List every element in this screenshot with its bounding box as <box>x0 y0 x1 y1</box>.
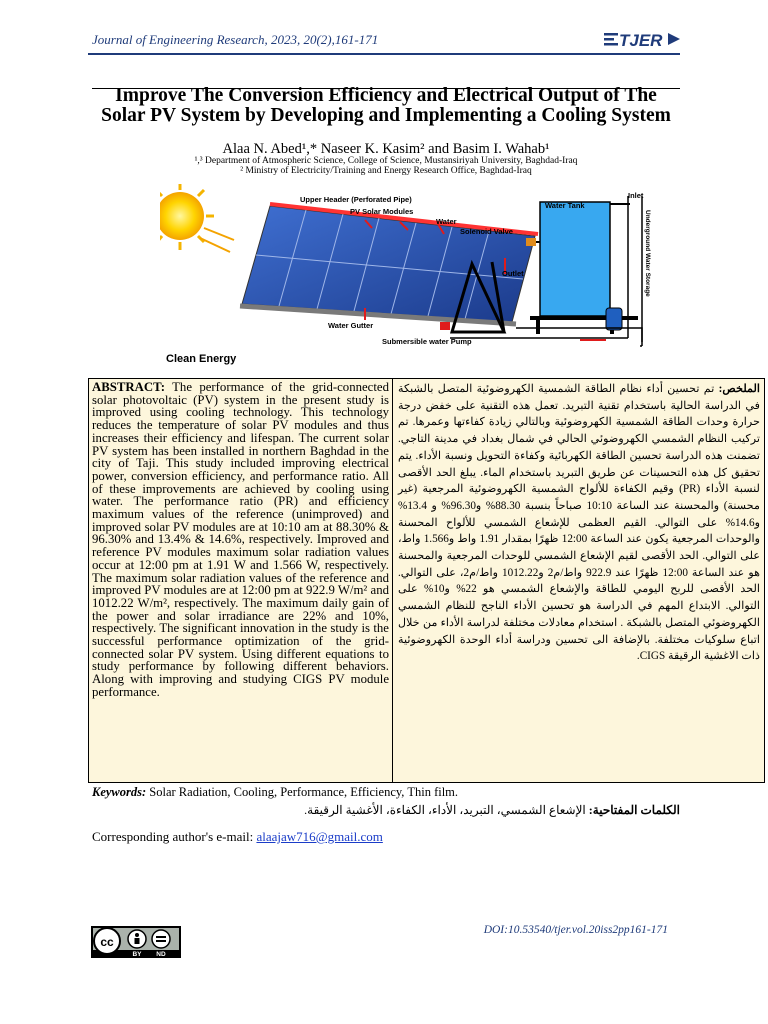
keywords-arabic <box>300 803 680 818</box>
doi[interactable]: DOI:10.53540/tjer.vol.20iss2pp161-171 <box>483 924 668 936</box>
logo-text: TJER <box>619 31 663 50</box>
keywords-label-ar: الكلمات المفتاحية: <box>588 803 680 817</box>
affiliation-2: ² Ministry of Electricity/Training and Energy Research Office, Baghdad-Iraq <box>240 166 532 176</box>
journal-citation: Journal of Engineering Research, 2023, 20(2),161-171 <box>92 32 379 47</box>
label-clean-energy: Clean Energy <box>166 353 237 365</box>
paper-title: Improve The Conversion Efficiency and Electrical Output of The Solar PV System by Developing and Implementing a Cooling System <box>101 85 671 126</box>
corresponding-email <box>92 829 592 845</box>
label-inlet: Inlet <box>628 191 644 200</box>
abstract-english <box>92 381 389 699</box>
affiliation-1: ¹,³ Department of Atmospheric Science, College of Science, Mustansiriyah University, Baghdad-Iraq <box>194 156 578 166</box>
column-divider <box>392 378 393 783</box>
paper-authors: Alaa N. Abed¹,* Naseer K. Kasim² and Basim I. Wahab¹ <box>222 141 550 157</box>
label-water: Water <box>436 217 457 226</box>
keywords <box>92 785 692 800</box>
label-pump: Submersible water Pump <box>382 337 472 346</box>
label-underground: Underground Water Storage <box>644 210 651 297</box>
abstract-text-ar: تم تحسين أداء نظام الطاقة الشمسية الكهروضوئية المتصل بالشبكة في الدراسة الحالية باستخدام تقنية التبريد. تعمل هذه التقنية على خفض درجة حرارة وحدات الطاقة الشمسية الكهروضوئية وبالتالي زيادة كفاءتها وعمرها. تم تركيب النظام الشمسي الكهروضوئي الحالي في شمال بغداد في مدينة التاجي. تضمنت هذه الدراسة تحسين الطاقة الكهربائية وكفاءة التحويل ونسبة الأداء. يتم تحقيق كل هذه التحسينات عن طريق التبريد باستخدام الماء. يبلغ الحد الأقصى لنسبة الأداء (PR) وقيم الكفاءة للألواح الشمسية الكهروضوئية المرجعية (غير محسنة) والمحسنة عند الساعة 10:10 صباحاً بنسبة 88.30% و96.30% و 13.4% و14.6% على التوالي. القيم العظمى للإشعاع الشمسي للألواح المحسنة والوحدات المرجعية يكون عند الساعة 12:00 ظهرًا بمقدار 1.91 واط و1.566 واط، على التوالي. الحد الأقصى لقيم الإشعاع الشمسي للوحدات المرجعية والمحسنة هو عند الساعة 12:00 ظهرًا عند 922.9 واط/م2 و1012.22 واط/م2، على التوالي. الحد الأقصى للربح اليومي للطاقة والإشعاع الشمسي هو 22% و10% على التوالي. الابتداع المهم في الدراسة هو تحسين الأداء الناجح للنظام الشمسي الكهروضوئي المتصل بالشبكة . استخدام معادلات مختلفة لدراسة الأداء من خلال اتباع سلوكيات مختلفة. بالإضافة الى تحسين ودراسة أداء الوحدة الكهروضوئية ذات الاغشية الرقيقة CIGS. <box>398 383 761 663</box>
label-pv-modules: PV Solar Modules <box>350 207 414 216</box>
system-diagram <box>160 182 660 370</box>
cc-text: cc <box>100 935 114 949</box>
email-link[interactable]: alaajaw716@gmail.com <box>256 829 383 844</box>
abstract-label: ABSTRACT: <box>92 380 166 394</box>
label-upper-header: Upper Header (Perforated Pipe) <box>300 195 412 204</box>
cc-license-badge[interactable] <box>91 926 181 958</box>
tjer-logo <box>604 28 680 50</box>
label-water-tank: Water Tank <box>545 201 585 210</box>
abstract-text: The performance of the grid-connected solar photovoltaic (PV) system in the present study is improved using cooling technology. This technology reduces the temperature of solar PV modules and thus increases their efficiency and lifespan. The current solar PV system has been installed in northern Baghdad in the city of Taji. This study included improving electrical power, conversion efficiency, and performance ratio. All of these improvements are achieved by cooling using water. The performance ratio (PR) and efficiency maximum values of the reference (unimproved) and improved solar PV modules are at 10:10 am at 88.30% & 96.30% and 13.4% & 14.6%, respectively. Improved and reference PV modules maximum solar radiation values occur at 12:00 pm at 1.91 W and 1.566 W, respectively. The maximum solar radiation values of the reference and improved PV modules are at 12:00 pm at 922.9 W/m² and 1012.22 W/m², respectively. The maximum daily gain of the power and solar irradiance are 22% and 10%, respectively. The significant innovation in the study is the successful performance optimization of the grid-connected solar PV system. Using different equations to study performance by following different behaviors. Along with improving and studying CIGS PV module performance. <box>92 380 389 699</box>
email-label: Corresponding author's e-mail: <box>92 829 254 844</box>
abstract-arabic <box>398 381 760 665</box>
by-text: BY <box>132 951 142 958</box>
nd-equals-icon <box>152 930 170 948</box>
label-solenoid: Solenoid Valve <box>460 227 513 236</box>
keywords-text-ar: الإشعاع الشمسي، التبريد، الأداء، الكفاءة، الأغشية الرقيقة. <box>304 803 586 817</box>
abstract-label-ar: الملخص: <box>718 383 761 395</box>
nd-text: ND <box>156 951 166 958</box>
keywords-label: Keywords: <box>92 785 147 799</box>
label-ground-surface: Ground Surface Level <box>540 316 603 322</box>
keywords-text: Solar Radiation, Cooling, Performance, Efficiency, Thin film. <box>149 785 459 799</box>
label-outlet: Outlet <box>502 269 524 278</box>
header-rule <box>88 53 680 55</box>
label-gutter: Water Gutter <box>328 321 374 330</box>
